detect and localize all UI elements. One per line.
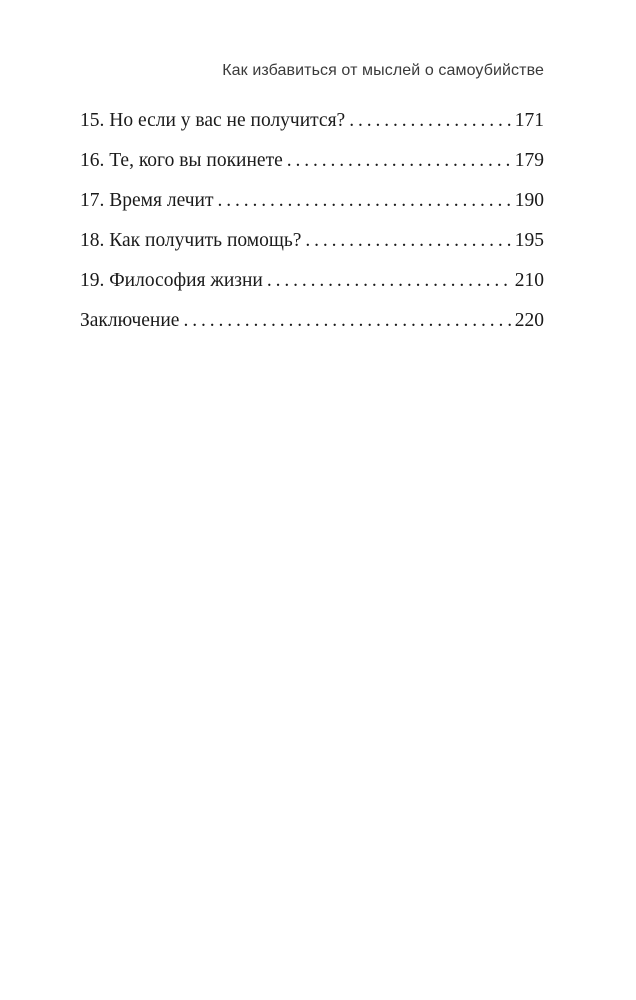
- toc-dot-leader: [218, 190, 511, 212]
- toc-dot-leader: [287, 150, 511, 172]
- running-header: Как избавиться от мыслей о самоубийстве: [222, 62, 544, 79]
- toc-entry-title: 19. Философия жизни: [80, 270, 263, 291]
- toc-page-number: 179: [514, 150, 544, 171]
- toc-entry: [80, 190, 544, 230]
- toc-entry-title: 17. Время лечит: [80, 190, 214, 211]
- toc-page-number: 195: [514, 230, 544, 251]
- table-of-contents: [80, 110, 544, 350]
- toc-entry: [80, 150, 544, 190]
- toc-entry: [80, 310, 544, 350]
- toc-dot-leader: [267, 270, 511, 292]
- toc-page-number: 210: [514, 270, 544, 291]
- toc-entry-title: 16. Те, кого вы покинете: [80, 150, 283, 171]
- toc-entry: [80, 110, 544, 150]
- toc-entry-title: Заключение: [80, 310, 180, 331]
- toc-page-number: 171: [514, 110, 544, 131]
- toc-entry: [80, 230, 544, 270]
- toc-entry: [80, 270, 544, 310]
- toc-dot-leader: [305, 230, 510, 252]
- toc-entry-title: 18. Как получить помощь?: [80, 230, 302, 251]
- toc-entry-title: 15. Но если у вас не получится?: [80, 110, 346, 131]
- toc-page-number: 220: [514, 310, 544, 331]
- toc-dot-leader: [349, 110, 511, 132]
- toc-page-number: 190: [514, 190, 544, 211]
- toc-dot-leader: [183, 310, 510, 332]
